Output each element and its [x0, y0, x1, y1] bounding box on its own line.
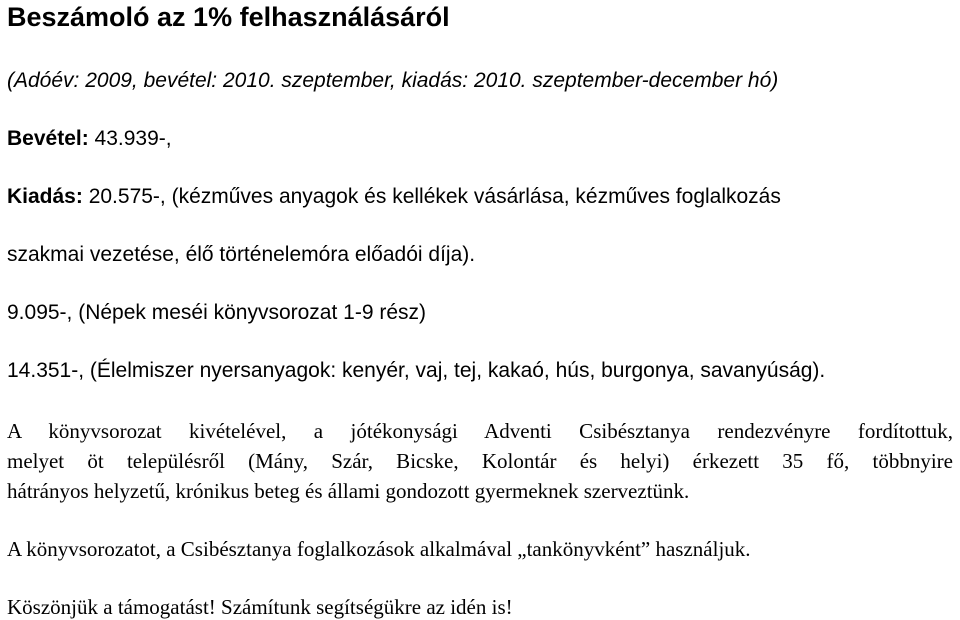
expenses-line-1: [7, 184, 781, 210]
paragraph-2: A könyvsorozatot, a Csibésztanya foglalkozások alkalmával „tankönyvként” használjuk.: [7, 537, 751, 561]
paragraph-1-line-1: A könyvsorozat kivételével, a jótékonysági Adventi Csibésztanya rendezvényre fordítottuk,: [7, 419, 953, 443]
income-line: [7, 126, 172, 152]
subtitle: (Adóév: 2009, bevétel: 2010. szeptember, kiadás: 2010. szeptember-december hó): [7, 69, 779, 92]
closing-text: Köszönjük a támogatást! Számítunk segítségükre az idén is!: [7, 595, 513, 619]
expenses-line-3: 9.095-, (Népek meséi könyvsorozat 1-9 rész): [7, 301, 427, 324]
income-value: 43.939-,: [88, 127, 172, 150]
expenses-line-4: 14.351-, (Élelmiszer nyersanyagok: kenyér, vaj, tej, kakaó, hús, burgonya, savanyúság).: [7, 359, 826, 382]
paragraph-1-line-2: melyet öt településről (Mány, Szár, Bicske, Kolontár és helyi) érkezett 35 fő, többnyire: [7, 449, 953, 473]
expenses-label: Kiadás:: [7, 185, 83, 208]
expenses-line-1-text: 20.575-, (kézműves anyagok és kellékek vásárlása, kézműves foglalkozás: [82, 185, 781, 208]
page-title: Beszámoló az 1% felhasználásáról: [7, 2, 450, 32]
income-label: Bevétel:: [7, 127, 89, 150]
paragraph-1-line-3: hátrányos helyzetű, krónikus beteg és állami gondozott gyermeknek szerveztünk.: [7, 479, 690, 503]
expenses-line-2: szakmai vezetése, élő történelemóra előadói díja).: [7, 243, 476, 266]
